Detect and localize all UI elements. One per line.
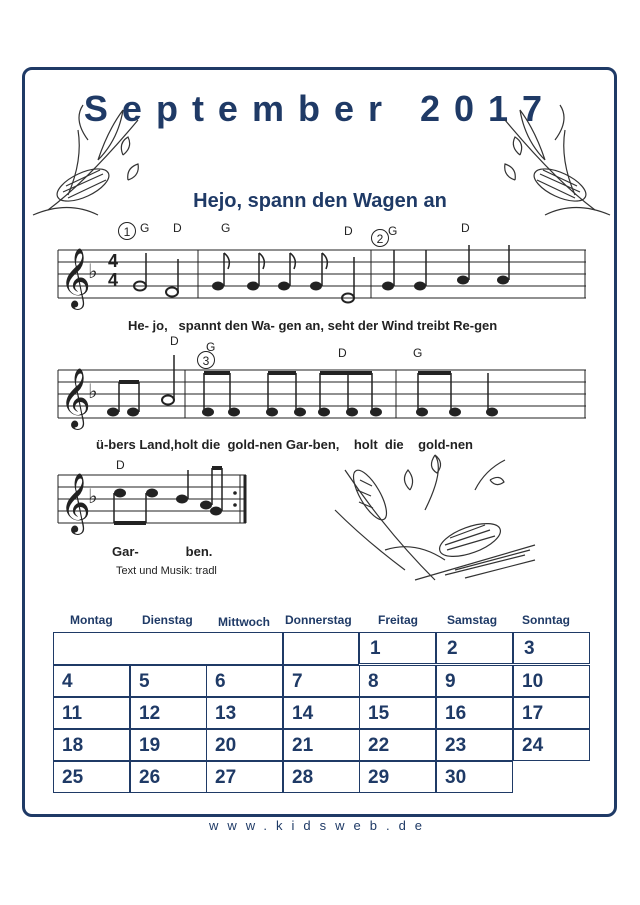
weekday-monday: Montag bbox=[70, 613, 113, 627]
footer-url[interactable]: www.kidsweb.de bbox=[208, 818, 432, 833]
music-staff-2 bbox=[58, 365, 586, 428]
calendar-day-number: 2 bbox=[447, 638, 458, 659]
lyrics-line-3: Gar- ben. bbox=[112, 544, 213, 559]
calendar-day-cell[interactable] bbox=[436, 697, 513, 729]
calendar-day-cell[interactable] bbox=[130, 761, 207, 793]
time-signature-bottom: 4 bbox=[108, 270, 119, 290]
calendar-day-cell[interactable] bbox=[283, 761, 360, 793]
calendar-day-cell[interactable] bbox=[206, 697, 283, 729]
calendar-day-cell[interactable] bbox=[359, 761, 436, 793]
calendar-day-number: 25 bbox=[62, 767, 84, 788]
calendar-day-number: 23 bbox=[445, 735, 467, 756]
calendar-day-cell[interactable] bbox=[513, 697, 590, 729]
svg-text:♭: ♭ bbox=[88, 379, 98, 403]
calendar-day-number: 5 bbox=[139, 671, 150, 692]
chord-symbol: D bbox=[344, 224, 353, 238]
calendar-day-number: 3 bbox=[524, 638, 535, 659]
calendar-day-cell[interactable] bbox=[359, 697, 436, 729]
weekday-tuesday: Dienstag bbox=[142, 613, 193, 627]
canon-mark-1: 1 bbox=[118, 222, 136, 240]
chord-symbol: D bbox=[170, 334, 179, 348]
calendar-day-cell[interactable] bbox=[436, 632, 513, 664]
canon-mark-3: 3 bbox=[197, 351, 215, 369]
page-title: September 2017 bbox=[83, 88, 557, 129]
music-staff-3 bbox=[58, 470, 248, 533]
harvest-illustration bbox=[325, 450, 545, 590]
song-credit: Text und Musik: tradl bbox=[116, 565, 217, 577]
chord-symbol: G bbox=[221, 221, 231, 235]
calendar-day-cell[interactable] bbox=[359, 665, 436, 697]
svg-text:𝄞: 𝄞 bbox=[60, 368, 91, 428]
calendar-day-cell[interactable] bbox=[283, 665, 360, 697]
calendar-day-number: 8 bbox=[368, 671, 379, 692]
chord-symbol: G bbox=[388, 224, 398, 238]
calendar-day-cell[interactable] bbox=[53, 729, 130, 761]
chord-symbol: D bbox=[338, 346, 347, 360]
calendar-day-number: 14 bbox=[292, 703, 314, 724]
calendar-day-number: 24 bbox=[522, 735, 544, 756]
calendar-day-cell[interactable] bbox=[436, 761, 513, 793]
weekday-thursday: Donnerstag bbox=[285, 613, 352, 627]
calendar-day-number: 13 bbox=[215, 703, 237, 724]
calendar-day-cell[interactable] bbox=[206, 729, 283, 761]
calendar-day-number: 20 bbox=[215, 735, 237, 756]
chord-symbol: D bbox=[173, 221, 182, 235]
chord-symbol: G bbox=[140, 221, 150, 235]
calendar-day-cell[interactable] bbox=[359, 729, 436, 761]
canon-mark-2: 2 bbox=[371, 229, 389, 247]
time-signature-top: 4 bbox=[108, 251, 119, 271]
calendar-day-number: 12 bbox=[139, 703, 161, 724]
calendar-day-number: 9 bbox=[445, 671, 456, 692]
calendar-day-cell[interactable] bbox=[130, 697, 207, 729]
calendar-day-number: 27 bbox=[215, 767, 237, 788]
calendar-day-number: 28 bbox=[292, 767, 314, 788]
calendar-day-cell[interactable] bbox=[130, 665, 207, 697]
calendar-day-cell[interactable] bbox=[513, 632, 590, 664]
calendar-day-cell[interactable] bbox=[53, 697, 130, 729]
music-staff-1 bbox=[58, 245, 586, 308]
calendar-day-cell[interactable] bbox=[53, 665, 130, 697]
calendar-day-number: 17 bbox=[522, 703, 544, 724]
calendar-day-cell[interactable] bbox=[513, 665, 590, 697]
svg-text:𝄞: 𝄞 bbox=[60, 473, 91, 533]
calendar-day-number: 26 bbox=[139, 767, 161, 788]
calendar-day-number: 30 bbox=[445, 767, 467, 788]
calendar-day-number: 10 bbox=[522, 671, 544, 692]
calendar-day-number: 29 bbox=[368, 767, 390, 788]
calendar-day-number: 6 bbox=[215, 671, 226, 692]
calendar-day-cell[interactable] bbox=[283, 697, 360, 729]
calendar-day-number: 1 bbox=[370, 638, 381, 659]
calendar-day-cell[interactable] bbox=[436, 729, 513, 761]
weekday-sunday: Sonntag bbox=[522, 613, 570, 627]
calendar-empty-row bbox=[53, 632, 283, 665]
calendar-day-cell[interactable] bbox=[436, 665, 513, 697]
calendar-day-number: 19 bbox=[139, 735, 161, 756]
weekday-wednesday: Mittwoch bbox=[218, 615, 270, 629]
chord-symbol: D bbox=[116, 458, 125, 472]
calendar-day-number: 21 bbox=[292, 735, 314, 756]
calendar-day-number: 18 bbox=[62, 735, 84, 756]
weekday-saturday: Samstag bbox=[447, 613, 498, 627]
song-title: Hejo, spann den Wagen an bbox=[193, 190, 447, 212]
lyrics-line-2: ü-bers Land,holt die gold-nen Gar-ben, holt die gold-nen bbox=[96, 437, 473, 452]
calendar-day-number: 15 bbox=[368, 703, 390, 724]
calendar-day-cell[interactable] bbox=[206, 665, 283, 697]
calendar-day-number: 22 bbox=[368, 735, 390, 756]
calendar-day-number: 16 bbox=[445, 703, 467, 724]
calendar-day-cell[interactable] bbox=[513, 729, 590, 761]
svg-text:𝄞: 𝄞 bbox=[60, 248, 91, 308]
calendar-day-cell[interactable] bbox=[283, 729, 360, 761]
calendar-day-number: 7 bbox=[292, 671, 303, 692]
calendar-day-cell[interactable] bbox=[130, 729, 207, 761]
calendar-day-number: 11 bbox=[62, 703, 83, 724]
chord-symbol: D bbox=[461, 221, 470, 235]
calendar-day-cell[interactable] bbox=[206, 761, 283, 793]
calendar-day-cell[interactable] bbox=[53, 761, 130, 793]
calendar-day-cell[interactable] bbox=[359, 632, 436, 664]
calendar-empty-cell bbox=[283, 632, 359, 665]
svg-text:♭: ♭ bbox=[88, 484, 98, 508]
calendar-day-number: 4 bbox=[62, 671, 73, 692]
chord-symbol: G bbox=[206, 340, 216, 354]
weekday-friday: Freitag bbox=[378, 613, 419, 627]
chord-symbol: G bbox=[413, 346, 423, 360]
svg-text:♭: ♭ bbox=[88, 259, 98, 283]
lyrics-line-1: He- jo, spannt den Wa- gen an, seht der Wind treibt Re-gen bbox=[128, 318, 498, 333]
